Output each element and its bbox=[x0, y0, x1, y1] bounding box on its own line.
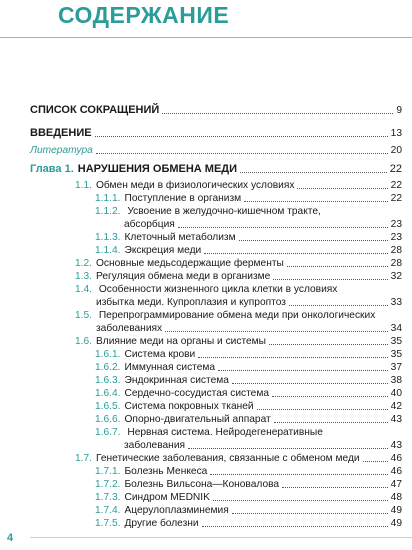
toc-entry-abbreviations[interactable]: СПИСОК СОКРАЩЕНИЙ 9 bbox=[30, 104, 402, 116]
toc-entry-1-1-1[interactable]: 1.1.1. Поступление в организм 22 bbox=[95, 193, 402, 204]
toc-entry-literature[interactable]: Литература 20 bbox=[30, 145, 402, 156]
page-title: СОДЕРЖАНИЕ bbox=[58, 2, 230, 28]
toc-entry-1-6-1[interactable]: 1.6.1. Система крови 35 bbox=[95, 349, 402, 360]
toc-entry-1-6-4[interactable]: 1.6.4. Сердечно-сосудистая система 40 bbox=[95, 388, 402, 399]
toc-entry-1-4-line1[interactable]: 1.4. Особенности жизненного цикла клетки в условиях bbox=[75, 284, 338, 295]
footer-divider bbox=[30, 537, 412, 538]
toc-entry-1-1-3[interactable]: 1.1.3. Клеточный метаболизм 23 bbox=[95, 232, 402, 243]
toc-entry-1-7-5[interactable]: 1.7.5. Другие болезни 49 bbox=[95, 518, 402, 529]
toc-entry-1-6-6[interactable]: 1.6.6. Опорно-двигательный аппарат 43 bbox=[95, 414, 402, 425]
toc-entry-introduction[interactable]: ВВЕДЕНИЕ 13 bbox=[30, 127, 402, 139]
page-number: 4 bbox=[7, 532, 14, 544]
toc-entry-1-6-2[interactable]: 1.6.2. Иммунная система 37 bbox=[95, 362, 402, 373]
toc-entry-1-7-3[interactable]: 1.7.3. Синдром MEDNIK 48 bbox=[95, 492, 402, 503]
toc-entry-1-6-7-line2[interactable]: заболевания 43 bbox=[124, 440, 402, 451]
toc-entry-1-5-line2[interactable]: заболеваниях 34 bbox=[96, 323, 402, 334]
toc-entry-1-5-line1[interactable]: 1.5. Перепрограммирование обмена меди при онкологических bbox=[75, 310, 376, 321]
toc-entry-1-6-3[interactable]: 1.6.3. Эндокринная система 38 bbox=[95, 375, 402, 386]
toc-entry-1-1[interactable]: 1.1. Обмен меди в физиологических условиях 22 bbox=[75, 180, 402, 191]
toc-entry-chapter-1[interactable]: Глава 1. НАРУШЕНИЯ ОБМЕНА МЕДИ 22 bbox=[30, 163, 402, 175]
toc-entry-1-4-line2[interactable]: избытка меди. Купроплазия и купроптоз 33 bbox=[96, 297, 402, 308]
toc-entry-1-6-7-line1[interactable]: 1.6.7. Нервная система. Нейродегенеративные bbox=[95, 427, 323, 438]
toc-entry-1-7-4[interactable]: 1.7.4. Ацерулоплазминемия 49 bbox=[95, 505, 402, 516]
toc-entry-1-1-4[interactable]: 1.1.4. Экскреция меди 28 bbox=[95, 245, 402, 256]
toc-entry-1-3[interactable]: 1.3. Регуляция обмена меди в организме 32 bbox=[75, 271, 402, 282]
toc-entry-1-6[interactable]: 1.6. Влияние меди на органы и системы 35 bbox=[75, 336, 402, 347]
toc-entry-1-7-2[interactable]: 1.7.2. Болезнь Вильсона—Коновалова 47 bbox=[95, 479, 402, 490]
toc-entry-1-6-5[interactable]: 1.6.5. Система покровных тканей 42 bbox=[95, 401, 402, 412]
toc-entry-1-7-1[interactable]: 1.7.1. Болезнь Менкеса 46 bbox=[95, 466, 402, 477]
toc-entry-1-1-2-line2[interactable]: абсорбция 23 bbox=[124, 219, 402, 230]
toc-entry-1-1-2-line1[interactable]: 1.1.2. Усвоение в желудочно-кишечном тракте, bbox=[95, 206, 321, 217]
toc-entry-1-7[interactable]: 1.7. Генетические заболевания, связанные с обменом меди 46 bbox=[75, 453, 402, 464]
toc-entry-1-2[interactable]: 1.2. Основные медьсодержащие ферменты 28 bbox=[75, 258, 402, 269]
